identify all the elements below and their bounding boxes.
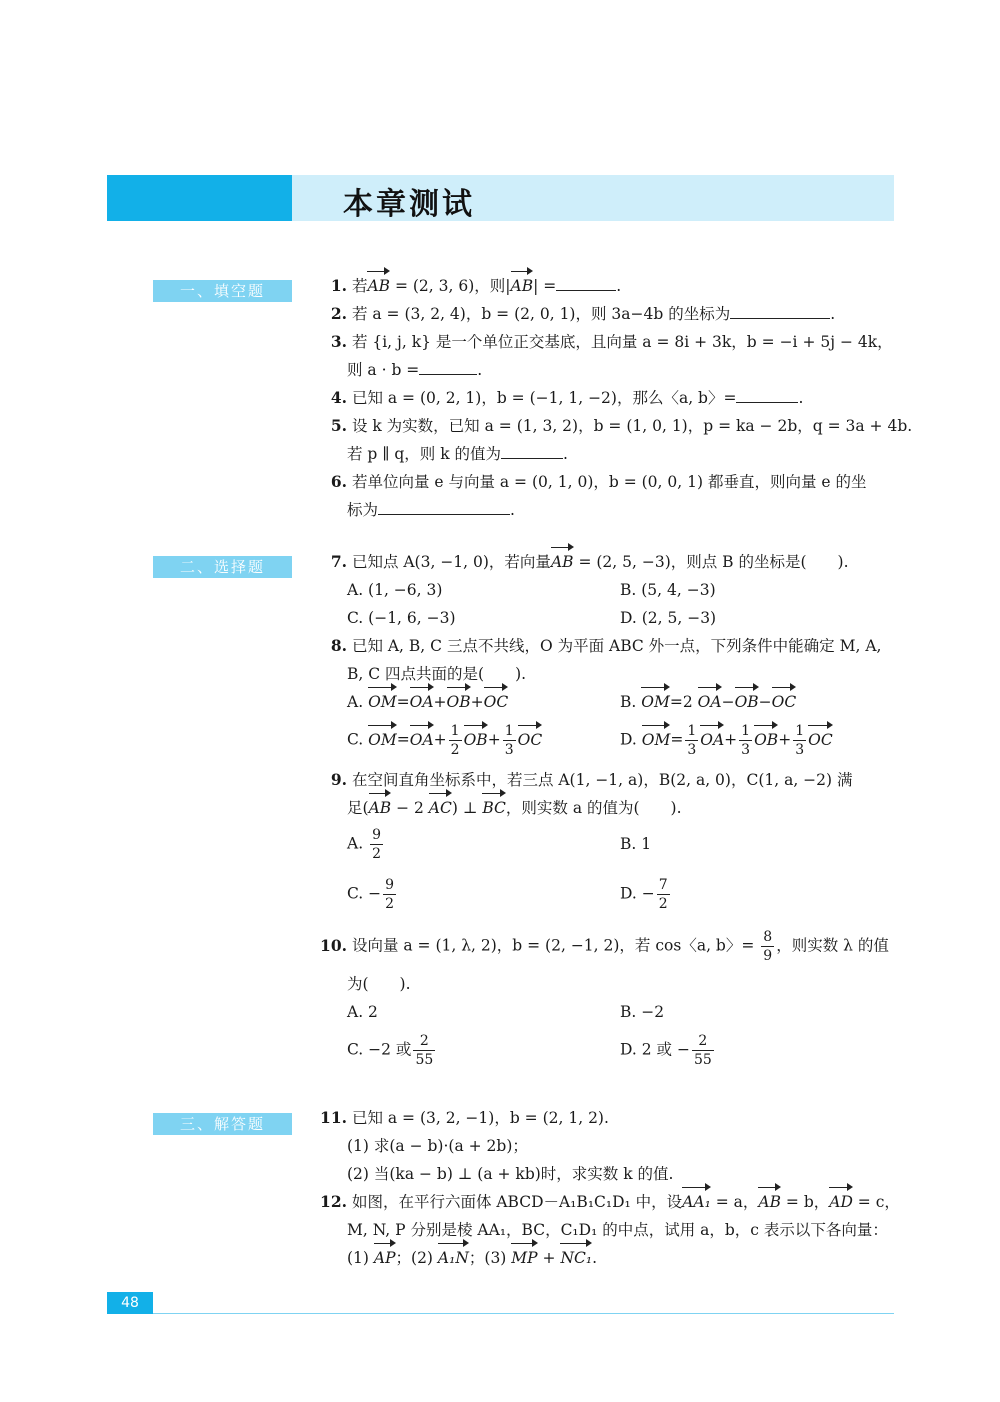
option-d[interactable]: D. − $\frac{7}{2}$ xyxy=(620,877,668,912)
option-d[interactable]: D. OM= $\frac{1}{3}$ OA+ $\frac{1}{3}$ OB+ $\frac{1}{3}$ OC xyxy=(620,723,833,758)
title-accent-block xyxy=(107,175,292,221)
chapter-title-bar xyxy=(107,175,894,221)
option-c[interactable]: C. (−1, 6, −3) xyxy=(347,609,456,627)
answer-blank[interactable] xyxy=(736,386,798,403)
vector-ab: AB xyxy=(511,272,534,300)
section-tag-fill: 一、填空题 xyxy=(153,280,292,302)
option-b[interactable]: B. (5, 4, −3) xyxy=(620,581,716,599)
option-c[interactable]: C. OM=OA+ $\frac{1}{2}$ OB+ $\frac{1}{3}$ OC xyxy=(347,723,543,758)
answer-blank[interactable] xyxy=(419,358,477,375)
option-b[interactable]: B. −2 xyxy=(620,1003,665,1021)
option-b[interactable]: B. 1 xyxy=(620,835,652,853)
page-title: 本章测试 xyxy=(343,187,475,222)
option-d[interactable]: D. (2, 5, −3) xyxy=(620,609,717,627)
option-c[interactable]: C. − $\frac{9}{2}$ xyxy=(347,877,395,912)
option-a[interactable]: A. (1, −6, 3) xyxy=(347,581,443,599)
question-10-line2: 为( ). xyxy=(347,975,411,993)
footer-rule xyxy=(107,1313,894,1314)
question-9: 9. 在空间直角坐标系中，若三点 A(1, −1, a)，B(2, a, 0)，C(1, a, −2) 满 足(AB − 2 AC) ⊥ BC，则实数 a 的值为( ). xyxy=(315,766,895,822)
option-a[interactable]: A. 2 xyxy=(347,1003,378,1021)
answer-blank[interactable] xyxy=(501,442,563,459)
option-b[interactable]: B. OM=2 OA−OB−OC xyxy=(620,688,796,716)
answer-blank[interactable] xyxy=(730,302,830,319)
question-1: 1. 若AB = (2, 3, 6)，则|AB| = . xyxy=(315,272,895,300)
option-c[interactable]: C. −2 或 $\frac{2}{55}$ xyxy=(347,1033,434,1068)
question-6: 6. 若单位向量 e 与向量 a = (0, 1, 0)，b = (0, 0, 1) 都垂直，则向量 e 的坐 标为 . xyxy=(330,472,867,519)
question-7: 7. 已知点 A(3, −1, 0)，若向量AB = (2, 5, −3)，则点 B 的坐标是( ). xyxy=(315,548,895,576)
section-tag-answer: 三、解答题 xyxy=(153,1113,292,1135)
question-8: 8. 已知 A, B, C 三点不共线，O 为平面 ABC 外一点，下列条件中能确定 M, A, B, C 四点共面的是( ). xyxy=(330,636,882,683)
section-tag-choice: 二、选择题 xyxy=(153,556,292,578)
question-10: 10. 设向量 a = (1, λ, 2)，b = (2, −1, 2)，若 cos〈a, b〉= $\frac{8}{9}$ ，则实数 λ 的值 xyxy=(320,929,889,964)
option-d[interactable]: D. 2 或 − $\frac{2}{55}$ xyxy=(620,1033,712,1068)
question-11: 11. 已知 a = (3, 2, −1)，b = (2, 1, 2). (1) 求(a − b)·(a + 2b)； (2) 当(ka − b) ⊥ (a + kb)时，求实数 k 的值. xyxy=(320,1108,674,1183)
question-2: 2. 若 a = (3, 2, 4)，b = (2, 0, 1)，则 3a−4b 的坐标为 . xyxy=(330,304,836,323)
question-12: 12. 如图，在平行六面体 ABCD－A₁B₁C₁D₁ 中，设AA₁ = a，AB = b，AD = c， M, N, P 分别是棱 AA₁，BC，C₁D₁ 的中点，试用 a，b，c 表示以下各向量： (1) AP；(2) A₁N；(3) MP + NC₁. xyxy=(315,1188,895,1272)
answer-blank[interactable] xyxy=(556,274,616,291)
question-5: 5. 设 k 为实数，已知 a = (1, 3, 2)，b = (1, 0, 1)，p = ka − 2b，q = 3a + 4b. 若 p ∥ q，则 k 的值为 . xyxy=(330,416,913,463)
answer-blank[interactable] xyxy=(378,498,510,515)
option-a[interactable]: A. OM=OA+OB+OC xyxy=(347,688,508,716)
page-number: 48 xyxy=(107,1292,153,1314)
option-a[interactable]: A. $\frac{9}{2}$ xyxy=(347,827,381,862)
vector-ab: AB xyxy=(367,272,390,300)
question-3: 3. 若 {i, j, k} 是一个单位正交基底，且向量 a = 8i + 3k，b = −i + 5j − 4k， 则 a · b = . xyxy=(330,332,893,379)
vector-ab: AB xyxy=(551,548,574,576)
question-4: 4. 已知 a = (0, 2, 1)，b = (−1, 1, −2)，那么〈a, b〉= . xyxy=(330,388,804,407)
